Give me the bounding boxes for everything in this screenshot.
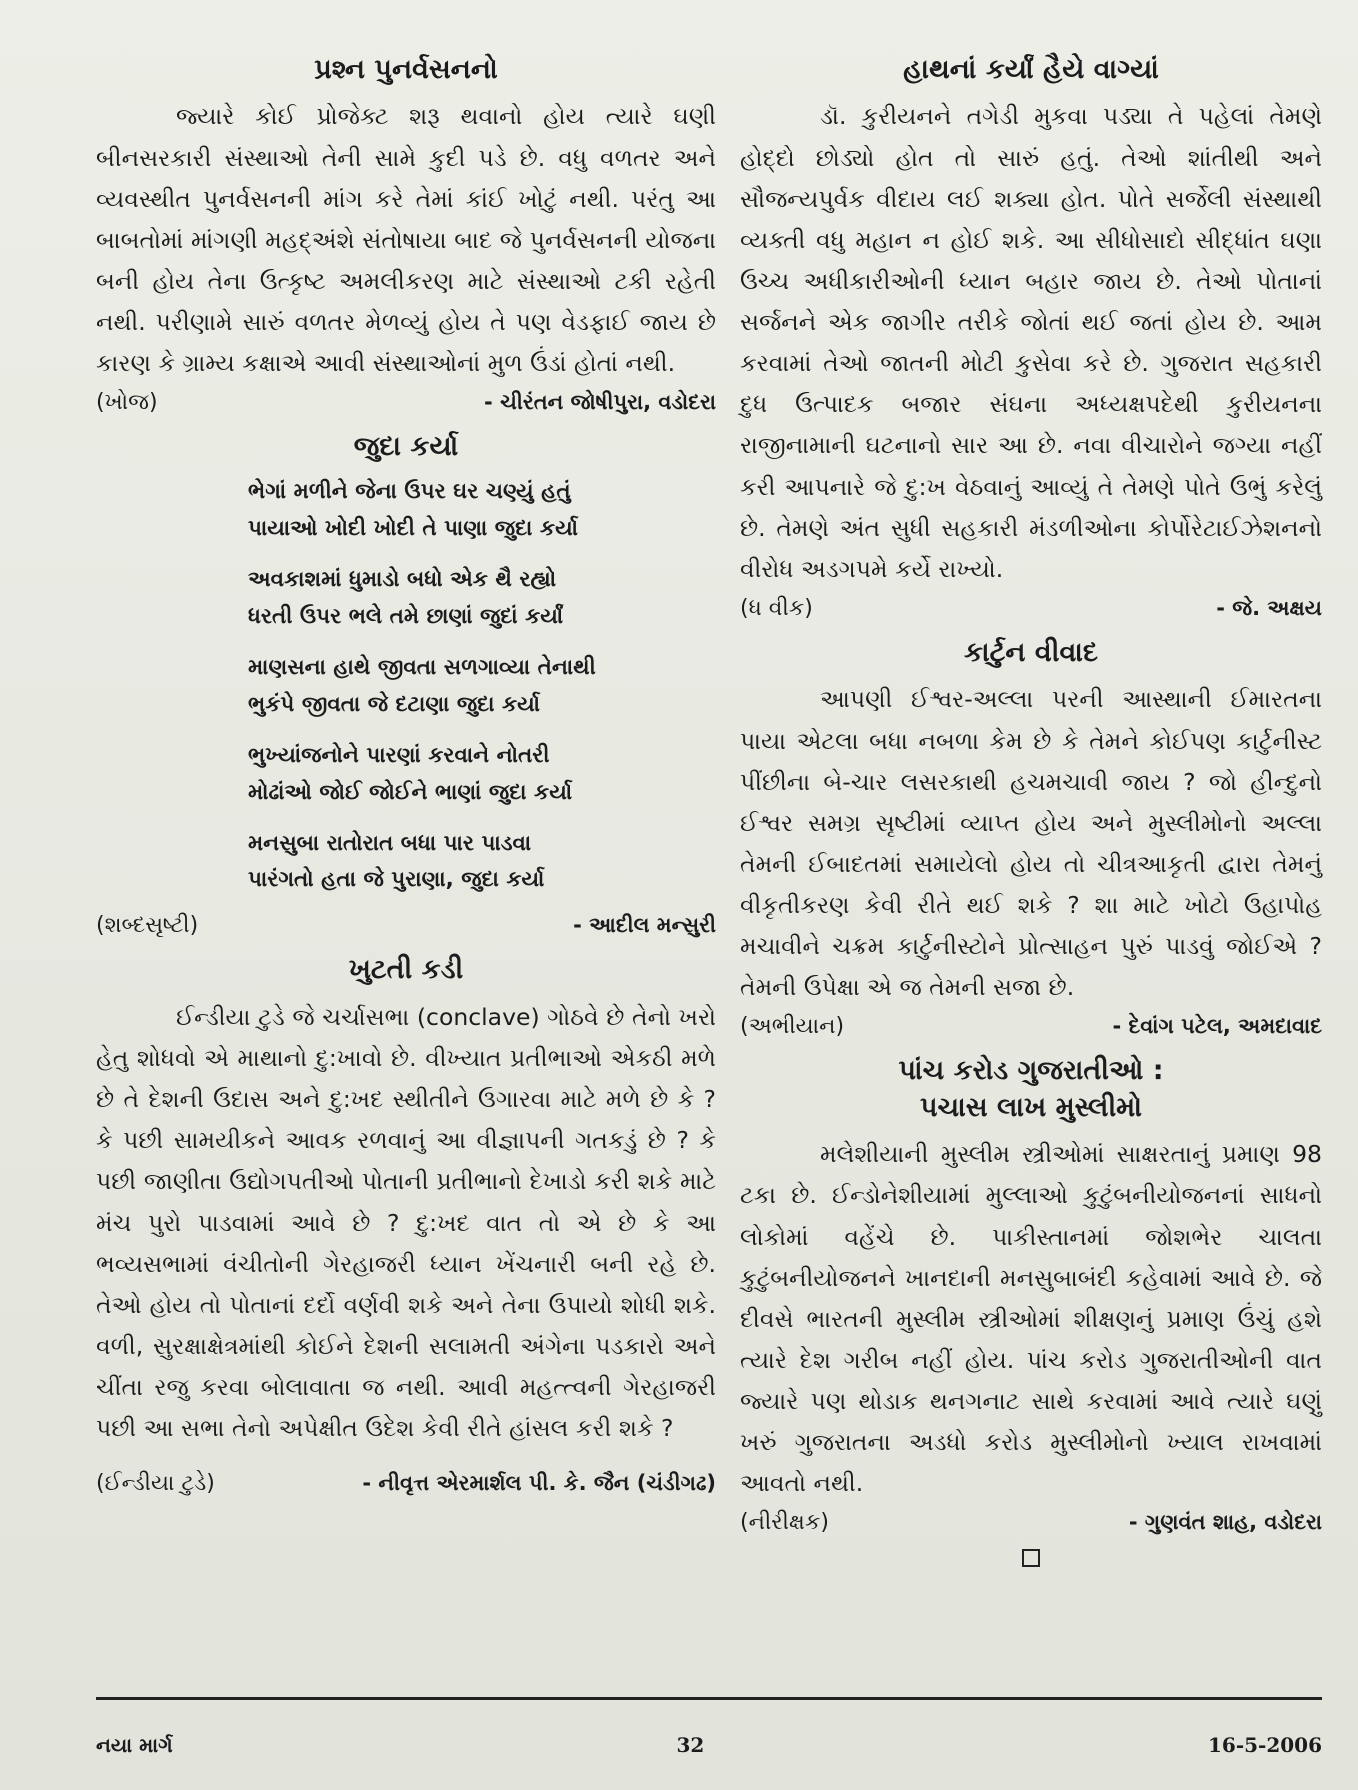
article-khutati-kadi bbox=[96, 952, 716, 1496]
article-body: જ્યારે કોઈ પ્રોજેક્ટ શરૂ થવાનો હોય ત્યારે ઘણી બીનસરકારી સંસ્થાઓ તેની સામે કુદી પડે છે. વધુ વળતર અને વ્યવસ્થીત પુનર્વસનની માંગ કરે તેમાં કાંઈ ખોટું નથી. પરંતુ આ બાબતોમાં માંગણી મહદ્અંશે સંતોષાયા બાદ જે પુનર્વસનની યોજના બની હોય તેના ઉત્કૃષ્ટ અમલીકરણ માટે સંસ્થાઓ ટકી રહેતી નથી. પરીણામે સારું વળતર મેળવ્યું હોય તે પણ વેડફાઈ જાય છે કારણ કે ગ્રામ્ય કક્ષાએ આવી સંસ્થાઓનાં મુળ ઉંડાં હોતાં નથી. bbox=[96, 102, 716, 378]
poem-line: માણસના હાથે જીવતા સળગાવ્યા તેનાથી bbox=[248, 654, 596, 680]
article-title-line2: પચાસ લાખ મુસ્લીમો bbox=[919, 1091, 1142, 1123]
page-number: 32 bbox=[676, 1733, 705, 1757]
poem-juda-karya bbox=[96, 429, 716, 938]
poem-title: જુદા કર્યા bbox=[353, 431, 459, 463]
poem-stanza bbox=[248, 474, 716, 548]
poem-stanza bbox=[248, 562, 716, 636]
article-title: કાર્ટુન વીવાદ bbox=[964, 636, 1098, 668]
article-author: - દેવાંગ પટેલ, અમદાવાદ bbox=[1112, 1014, 1322, 1039]
publication-name: નયા માર્ગ bbox=[96, 1733, 173, 1757]
poem-line: ભેગાં મળીને જેના ઉપર ઘર ચણ્યું હતું bbox=[248, 478, 571, 504]
poem-credit bbox=[96, 913, 716, 938]
article-panch-karod bbox=[740, 1053, 1322, 1567]
poem-line: ભુખ્યાંજનોને પારણાં કરવાને નોતરી bbox=[248, 742, 550, 768]
article-title-line1: પાંચ કરોડ ગુજરાતીઓ : bbox=[898, 1055, 1164, 1087]
article-source: (ખોજ) bbox=[96, 390, 158, 416]
article-source: (નીરીક્ષક) bbox=[740, 1510, 830, 1536]
poem-line: અવકાશમાં ધુમાડો બધો એક થૈ રહ્યો bbox=[248, 566, 557, 592]
article-credit bbox=[740, 1510, 1322, 1535]
article-source: (અભીયાન) bbox=[740, 1014, 845, 1040]
right-column bbox=[740, 52, 1322, 1567]
poem-author: - આદીલ મન્સુરી bbox=[573, 913, 716, 938]
article-author: - ગુણવંત શાહ, વડોદરા bbox=[1128, 1510, 1322, 1535]
article-title: ખુટતી કડી bbox=[348, 954, 464, 986]
article-body: મલેશીયાની મુસ્લીમ સ્ત્રીઓમાં સાક્ષરતાનું પ્રમાણ 98 ટકા છે. ઈન્ડોનેશીયામાં મુલ્લાઓ કુટુંબનીયોજનનાં સાધનો લોકોમાં વહેંચે છે. પાકીસ્તાનમાં જોશભેર ચાલતા કુટુંબનીયોજનને ખાનદાની મનસુબાબંદી કહેવામાં આવે છે. જે દીવસે ભારતની મુસ્લીમ સ્ત્રીઓમાં શીક્ષણનું પ્રમાણ ઉંચું હશે ત્યારે દેશ ગરીબ નહીં હોય. પાંચ કરોડ ગુજરાતીઓની વાત જ્યારે પણ થોડાક થનગનાટ સાથે કરવામાં આવે ત્યારે ઘણું ખરું ગુજરાતના અડધો કરોડ મુસ્લીમોનો ખ્યાલ રાખવામાં આવતો નથી. bbox=[740, 1140, 1322, 1498]
article-cartoon-vivad bbox=[740, 635, 1322, 1039]
page-footer bbox=[96, 1733, 1322, 1757]
article-hathna-karya bbox=[740, 52, 1322, 621]
end-square-icon bbox=[1022, 1549, 1040, 1567]
article-credit bbox=[740, 1014, 1322, 1039]
poem-line: મોઢાંઓ જોઈ જોઈને ભાણાં જુદા કર્યા bbox=[248, 779, 573, 805]
poem-line: ધરતી ઉપર ભલે તમે છાણાં જુદાં કર્યાં bbox=[248, 603, 564, 629]
poem-line: મનસુબા રાતોરાત બધા પાર પાડવા bbox=[248, 830, 532, 856]
article-credit bbox=[96, 1471, 716, 1496]
article-punarvasan bbox=[96, 52, 716, 415]
poem-source: (શબ્દસૃષ્ટી) bbox=[96, 913, 199, 939]
article-body: ઈન્ડીયા ટુડે જે ચર્ચાસભા (conclave) ગોઠવે છે તેનો ખરો હેતુ શોધવો એ માથાનો દુ:ખાવો છે. વીખ્યાત પ્રતીભાઓ એકઠી મળે છે તે દેશની ઉદાસ અને દુ:ખદ સ્થીતીને ઉગારવા માટે મળે છે કે ? કે પછી સામયીકને આવક રળવાનું આ વીજ્ઞાપની ગતકડું છે ? કે પછી જાણીતા ઉદ્યોગપતીઓ પોતાની પ્રતીભાનો દેખાડો કરી શકે માટે મંચ પુરો પાડવામાં આવે છે ? દુ:ખદ વાત તો એ છે કે આ ભવ્યસભામાં વંચીતોની ગેરહાજરી ધ્યાન ખેંચનારી બની રહે છે. તેઓ હોય તો પોતાનાં દર્દો વર્ણવી શકે અને તેના ઉપાયો શોધી શકે. વળી, સુરક્ષાક્ષેત્રમાંથી કોઈને દેશની સલામતી અંગેના પડકારો અને ચીંતા રજુ કરવા બોલાવાતા જ નથી. આવી મહત્ત્વની ગેરહાજરી પછી આ સભા તેનો અપેક્ષીત ઉદેશ કેવી રીતે હાંસલ કરી શકે ? bbox=[96, 1002, 716, 1443]
footer-rule bbox=[96, 1697, 1322, 1700]
article-title: હાથનાં કર્યાં હૈયે વાગ્યાં bbox=[903, 54, 1159, 85]
article-title: પ્રશ્ન પુનર્વસનનો bbox=[314, 54, 498, 85]
issue-date: 16-5-2006 bbox=[1207, 1733, 1322, 1757]
article-credit bbox=[96, 390, 716, 415]
left-column bbox=[96, 52, 716, 1510]
poem-line: પાયાઓ ખોદી ખોદી તે પાણા જુદા કર્યા bbox=[248, 515, 578, 541]
article-credit bbox=[740, 596, 1322, 621]
article-body: આપણી ઈશ્વર-અલ્લા પરની આસ્થાની ઈમારતના પાયા એટલા બધા નબળા કેમ છે કે તેમને કોઈપણ કાર્ટુનીસ્ટ પીંછીના બે-ચાર લસરકાથી હચમચાવી જાય ? જો હીન્દુનો ઈશ્વર સમગ્ર સૃષ્ટીમાં વ્યાપ્ત હોય અને મુસ્લીમોનો અલ્લા તેમની ઈબાદતમાં સમાયેલો હોય તો ચીત્રઆકૃતી દ્વારા તેમનું વીકૃતીકરણ કેવી રીતે થઈ શકે ? શા માટે ખોટો ઉહાપોહ મચાવીને ચક્રમ કાર્ટુનીસ્ટોને પ્રોત્સાહન પુરું પાડવું જોઈએ ? તેમની ઉપેક્ષા એ જ તેમની સજા છે. bbox=[740, 685, 1322, 1002]
article-source: (ધ વીક) bbox=[740, 595, 813, 621]
poem-stanza bbox=[248, 738, 716, 812]
poem-line: પારંગતો હતા જે પુરાણા, જુદા કર્યા bbox=[248, 867, 545, 893]
poem-body bbox=[248, 474, 716, 900]
poem-stanza bbox=[248, 650, 716, 724]
poem-stanza bbox=[248, 826, 716, 900]
article-body: ડૉ. કુરીયનને તગેડી મુકવા પડ્યા તે પહેલાં તેમણે હોદ્દો છોડ્યો હોત તો સારું હતું. તેઓ શાંતીથી અને સૌજન્યપુર્વક વીદાય લઈ શક્યા હોત. પોતે સર્જેલી સંસ્થાથી વ્યક્તી વધુ મહાન ન હોઈ શકે. આ સીધોસાદો સીદ્ધાંત ઘણા ઉચ્ચ અધીકારીઓની ધ્યાન બહાર જાય છે. તેઓ પોતાનાં સર્જનને એક જાગીર તરીકે જોતાં થઈ જતાં હોય છે. આમ કરવામાં તેઓ જાતની મોટી કુસેવા કરે છે. ગુજરાત સહકારી દુધ ઉત્પાદક બજાર સંઘના અધ્યક્ષપદેથી કુરીયનના રાજીનામાની ઘટનાનો સાર આ છે. નવા વીચારોને જગ્યા નહીં કરી આપનારે જે દુ:ખ વેઠવાનું આવ્યું તે તેમણે પોતે ઉભું કરેલું છે. તેમણે અંત સુધી સહકારી મંડળીઓના કોર્પોરેટાઈઝેશનનો વીરોધ અડગપમે કર્યે રાખ્યો. bbox=[740, 102, 1322, 583]
article-source: (ઈન્ડીયા ટુડે) bbox=[96, 1471, 215, 1497]
poem-line: ભુકંપે જીવતા જે દટાણા જુદા કર્યા bbox=[248, 691, 541, 717]
article-author: - જે. અક્ષય bbox=[1216, 595, 1322, 620]
article-author: - નીવૃત્ત એરમાર્શલ પી. કે. જૈન (ચંડીગઢ) bbox=[362, 1471, 716, 1496]
article-author: - ચીરંતન જોષીપુરા, વડોદરા bbox=[484, 390, 716, 415]
